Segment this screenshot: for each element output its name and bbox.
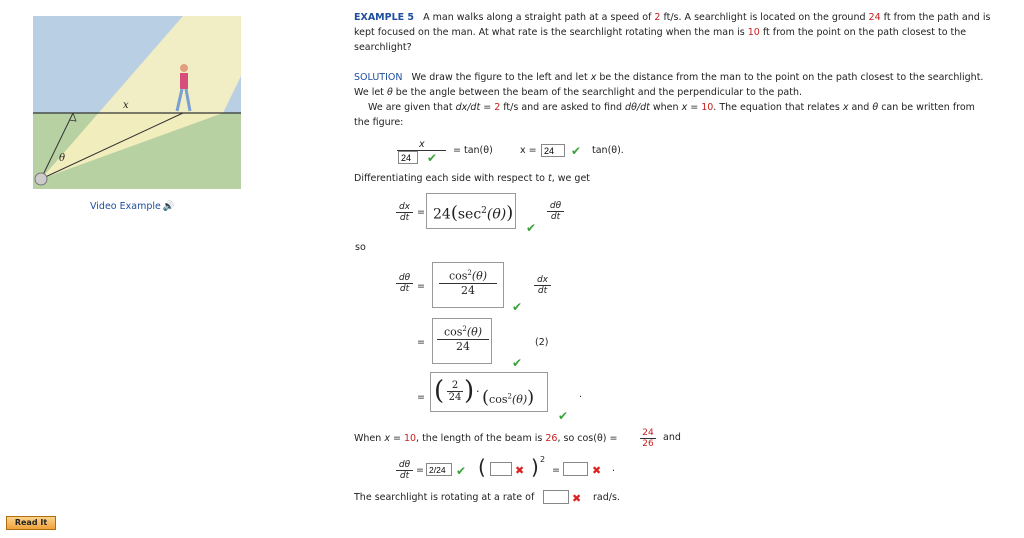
box-coef: 24: [433, 206, 451, 223]
eq3-equals: =: [417, 392, 425, 403]
differentiating-text: [354, 171, 590, 186]
box-exp: 2: [507, 392, 512, 401]
solution-text: when: [649, 102, 682, 113]
var-x: x: [590, 72, 597, 83]
frac-num: 24: [640, 428, 656, 439]
box-frac-num: 2: [447, 380, 463, 392]
final-blank-input-2[interactable]: [563, 462, 588, 476]
box-exp: 2: [481, 206, 487, 216]
frac-num: dx: [534, 275, 551, 286]
eq3-equals: =: [417, 337, 425, 348]
box-func: cos: [448, 269, 468, 283]
solution-text: We let: [354, 87, 387, 98]
x-mark-icon: ✖: [515, 464, 525, 477]
cos-fraction: [640, 428, 656, 449]
beam-length: 26: [545, 433, 558, 444]
eq3-lhs-fraction: [396, 273, 413, 294]
solution-label: SOLUTION: [354, 72, 403, 83]
frac-num: dθ: [396, 273, 413, 284]
box-dot: ·: [476, 385, 480, 398]
final-equals-2: =: [552, 465, 560, 476]
solution-text: be the angle between the beam of the searchlight and the perpendicular to the path.: [392, 87, 803, 98]
check-icon: ✔: [526, 221, 537, 235]
solution-text: be the distance from the man to the point on the path closest to the searchlight.: [596, 72, 984, 83]
eq1-denominator-input[interactable]: [398, 151, 418, 164]
eq3-rhs-fraction: [534, 275, 551, 296]
solution-text: . The equation that relates: [713, 102, 843, 113]
frac-den: dt: [537, 286, 548, 296]
final-blank-input-1[interactable]: [490, 462, 512, 476]
frac-den: dt: [399, 284, 410, 294]
solution-paragraph: [354, 70, 1020, 130]
x-mark-icon: ✖: [592, 464, 602, 477]
dx-dt: dx/dt: [455, 102, 481, 113]
eq1-x-input[interactable]: [541, 144, 565, 157]
diff-text: Differentiating each side with respect to: [354, 173, 549, 184]
final-period: .: [612, 463, 616, 474]
final-square: 2: [540, 455, 546, 464]
final-equals: =: [416, 465, 424, 476]
video-example-label: Video Example: [90, 201, 161, 212]
eq3-equals: =: [417, 281, 425, 292]
eq3-label-2: (2): [535, 337, 549, 348]
eq1-x-equals: x =: [520, 145, 537, 156]
var-theta: θ: [872, 102, 879, 113]
example-line2: [354, 25, 1020, 40]
speed-value: 2: [654, 12, 661, 23]
example-text: kept focused on the man. At what rate is the searchlight rotating when the man is: [354, 27, 748, 38]
var-theta: θ: [386, 87, 393, 98]
figure-theta-label: θ: [59, 153, 66, 164]
check-icon: ✔: [558, 409, 569, 423]
box-exp: 2: [467, 269, 472, 277]
box-arg: (θ): [471, 269, 488, 283]
frac-num: dθ: [547, 201, 564, 212]
example-paragraph: [354, 10, 1020, 55]
final-paren-open: (: [478, 455, 486, 479]
frac-den: dt: [550, 212, 561, 222]
solution-text: ft/s and are asked to find: [500, 102, 626, 113]
frac-den: dt: [399, 471, 410, 481]
box-func: cos: [489, 393, 508, 406]
box-arg: (θ): [511, 393, 528, 406]
read-it-button[interactable]: Read It: [6, 516, 56, 530]
x-mark-icon: ✖: [572, 492, 582, 505]
so-label: so: [355, 242, 366, 253]
near-value: 10: [747, 27, 760, 38]
box-arg: (θ): [486, 206, 507, 223]
solution-line1: [354, 70, 1020, 85]
final-value-input[interactable]: [426, 463, 452, 476]
example-title: EXAMPLE 5: [354, 12, 415, 23]
eq1-numerator: x: [419, 139, 425, 150]
frac-num: dθ: [396, 460, 413, 471]
when-text: , the length of the beam is: [416, 433, 546, 444]
box-frac-den: 24: [448, 392, 462, 403]
when-text: =: [389, 433, 404, 444]
solution-text: can be written from: [878, 102, 975, 113]
var-x: x: [842, 102, 849, 113]
frac-num: dx: [396, 202, 413, 213]
box-exp: 2: [462, 325, 467, 333]
rate-units: rad/s.: [593, 492, 620, 503]
figure-x-label: x: [123, 100, 129, 111]
check-icon: ✔: [512, 356, 523, 370]
when-line: [354, 431, 617, 446]
check-icon: ✔: [571, 144, 582, 158]
dtheta-dt: dθ/dt: [625, 102, 650, 113]
solution-line2: [354, 85, 1020, 100]
eq1-x-rhs: tan(θ).: [592, 145, 624, 156]
eq2-answer-box[interactable]: $24(\sec^2(\theta))$: [426, 193, 516, 229]
when-text: When: [354, 433, 385, 444]
check-icon: ✔: [427, 151, 438, 165]
solution-line4: the figure:: [354, 117, 404, 128]
searchlight-figure: [33, 16, 241, 189]
diff-text: , we get: [551, 173, 591, 184]
final-lhs-fraction: [396, 460, 413, 481]
solution-text: =: [687, 102, 702, 113]
example-text: ft/s. A searchlight is located on the ground: [660, 12, 869, 23]
eq2-lhs-fraction: [396, 202, 413, 223]
example-text: ft from the path and is: [880, 12, 991, 23]
var-x: x: [681, 102, 688, 113]
example-text: A man walks along a straight path at a speed of: [423, 12, 655, 23]
eq3-period: .: [579, 389, 583, 400]
eq1-rhs: = tan(θ): [453, 145, 493, 156]
eq3-answer-box-2[interactable]: [432, 318, 492, 364]
example-text: ft from the point on the path closest to the: [759, 27, 967, 38]
distance-value: 24: [868, 12, 881, 23]
eq3-answer-box-1[interactable]: [432, 262, 504, 308]
check-icon: ✔: [456, 464, 467, 478]
solution-text: and: [848, 102, 873, 113]
video-example-link[interactable]: [90, 201, 175, 212]
solution-text: We are given that: [368, 102, 456, 113]
check-icon: ✔: [512, 300, 523, 314]
solution-text: =: [480, 102, 495, 113]
frac-den: 26: [642, 439, 654, 449]
rate-answer-input[interactable]: [543, 490, 569, 504]
box-arg: (θ): [466, 325, 483, 339]
when-ten: 10: [403, 433, 417, 444]
example-line1: [354, 10, 1020, 25]
final-paren-close: ): [531, 455, 539, 479]
rate-text: The searchlight is rotating at a rate of: [354, 492, 535, 503]
eq3-answer-box-3[interactable]: ( $\frac{2}{24}$ ) · $(\cos^2(\theta))$: [430, 372, 548, 412]
var-t: t: [548, 173, 552, 184]
given-ten: 10: [701, 102, 714, 113]
given-two: 2: [494, 102, 501, 113]
eq2-rhs-fraction: [547, 201, 564, 222]
solution-line3: [354, 100, 1020, 115]
solution-text: We draw the figure to the left and let: [411, 72, 591, 83]
box-den: 24: [461, 283, 475, 297]
box-den: 24: [456, 339, 470, 353]
example-line3: searchlight?: [354, 42, 412, 53]
box-func: sec: [457, 206, 482, 223]
speaker-icon: 🔊: [162, 201, 175, 212]
frac-den: dt: [399, 213, 410, 223]
when-text: , so cos(θ) =: [557, 433, 618, 444]
when-and: and: [663, 432, 681, 443]
eq2-equals: =: [417, 207, 425, 218]
box-func: cos: [443, 325, 463, 339]
var-x: x: [384, 433, 390, 444]
